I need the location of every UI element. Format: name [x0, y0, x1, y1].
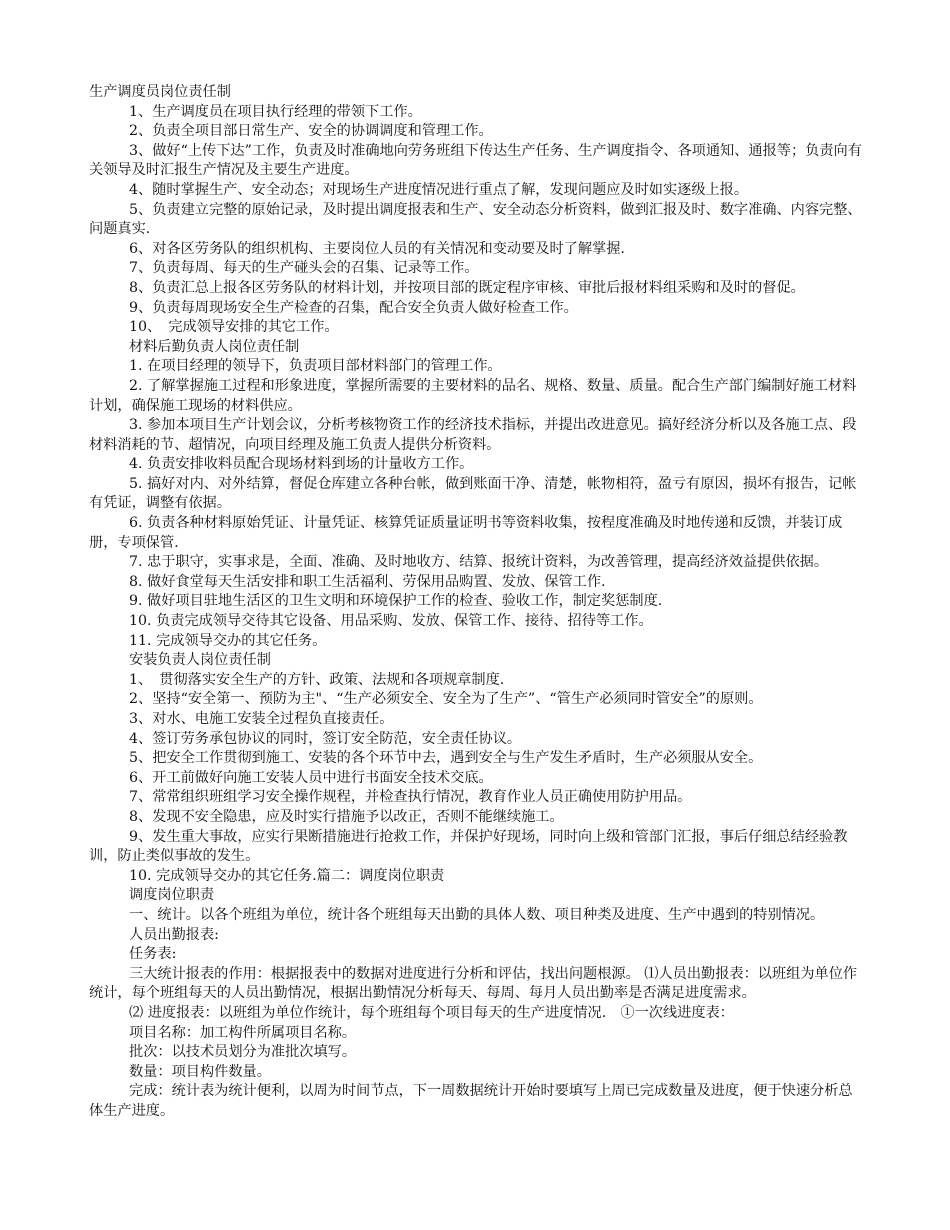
document-paragraph: 1. 在项目经理的领导下，负责项目部材料部门的管理工作。: [129, 358, 502, 375]
document-paragraph: 8、负责汇总上报各区劳务队的材料计划，并按项目部的既定程序审核、审批后报材料组采购和及时的督促。: [129, 279, 805, 296]
document-paragraph: 3. 参加本项目生产计划会议，分析考核物资工作的经济技术指标，并提出改进意见。搞好经济分析以及各施工点、段材料消耗的节、超情况，向项目经理及施工负责人提供分析资料。: [89, 417, 857, 453]
document-paragraph: 1、 贯彻落实安全生产的方针、政策、法规和各项规章制度.: [129, 671, 505, 688]
document-paragraph: 5. 搞好对内、对外结算，督促仓库建立各种台帐，做到账面干净、清楚，帐物相符，盈亏有原因，损坏有报告，记帐有凭证，调整有依据。: [89, 475, 857, 512]
document-paragraph: 4. 负责安排收料员配合现场材料到场的计量收方工作。: [129, 456, 474, 473]
document-title: 生产调度员岗位责任制: [89, 84, 231, 100]
document-paragraph: 2、负责全项目部日常生产、安全的协调调度和管理工作。: [129, 123, 493, 140]
document-paragraph: 4、签订劳务承包协议的同时，签订安全防范，安全责任协议。: [129, 730, 522, 747]
document-paragraph: 6、对各区劳务队的组织机构、主要岗位人员的有关情况和变动要及时了解掌握.: [129, 240, 625, 257]
document-paragraph: 人员出勤报表:: [129, 926, 219, 943]
document-paragraph: 2. 了解掌握施工过程和形象进度，掌握所需要的主要材料的品名、规格、数量、质量。配合生产部门编制好施工材料计划，确保施工现场的材料供应。: [89, 377, 857, 414]
document-paragraph: 项目名称：加工构件所属项目名称。: [129, 1024, 357, 1041]
document-paragraph: 6、开工前做好向施工安装人员中进行书面安全技术交底。: [129, 769, 493, 786]
document-paragraph: 任务表:: [129, 946, 177, 963]
document-paragraph: 批次：以技术员划分为准批次填写。: [129, 1044, 357, 1061]
document-paragraph: 数量：项目构件数量。: [129, 1063, 271, 1080]
document-paragraph: 5、把安全工作贯彻到施工、安装的各个环节中去，遇到安全与生产发生矛盾时，生产必须服从安全。: [129, 750, 763, 767]
document-paragraph: 9、负责每周现场安全生产检查的召集，配合安全负责人做好检查工作。: [129, 299, 578, 316]
document-paragraph: 9、发生重大事故，应实行果断措施进行抢救工作，并保护好现场，同时向上级和管部门汇报，事后仔细总结经验教训，防止类似事故的发生。: [89, 828, 848, 865]
document-paragraph: 3、对水、电施工安装全过程负直接责任。: [129, 711, 394, 727]
document-paragraph: ⑵ 进度报表：以班组为单位作统计，每个班组每个项目每天的生产进度情况． ①一次线进度表：: [129, 1004, 734, 1021]
document-paragraph: 6. 负责各种材料原始凭证、计量凭证、核算凭证质量证明书等资料收集，按程度准确及时地传递和反馈，并装订成册，专项保管.: [89, 515, 843, 551]
document-paragraph: 8. 做好食堂每天生活安排和职工生活福利、劳保用品购置、发放、保管工作.: [129, 573, 606, 590]
document-paragraph: 10. 负责完成领导交待其它设备、用品采购、发放、保管工作、接待、招待等工作。: [129, 613, 653, 630]
document-paragraph: 1、生产调度员在项目执行经理的带领下工作。: [129, 103, 422, 120]
document-paragraph: 2、坚持“安全第一、预防为主"、“生产必须安全、安全为了生产”、“管生产必须同时管安全”的原则。: [129, 691, 763, 708]
document-paragraph: 完成：统计表为统计便利，以周为时间节点，下一周数据统计开始时要填写上周已完成数量及进度，便于快速分析总体生产进度。: [89, 1083, 853, 1119]
document-paragraph: 10、 完成领导安排的其它工作。: [129, 319, 339, 336]
document-paragraph: 安装负责人岗位责任制: [129, 652, 271, 669]
document-paragraph: 5、负责建立完整的原始记录，及时提出调度报表和生产、安全动态分析资料，做到汇报及时、数字准确、内容完整、问题真实.: [89, 201, 862, 238]
document-paragraph: 10. 完成领导交办的其它任务.篇二：调度岗位职责: [129, 867, 445, 884]
document-paragraph: 7、负责每周、每天的生产碰头会的召集、记录等工作。: [129, 260, 479, 277]
document-paragraph: 7、常常组织班组学习安全操作规程，并检查执行情况，教育作业人员正确使用防护用品。: [129, 789, 692, 806]
document-paragraph: 4、随时掌握生产、安全动态；对现场生产进度情况进行重点了解，发现问题应及时如实逐级上报。: [129, 181, 749, 198]
document-paragraph: 7. 忠于职守，实事求是，全面、准确、及时地收方、结算、报统计资料，为改善管理，提高经济效益提供依据。: [129, 554, 829, 571]
document-paragraph: 三大统计报表的作用：根据报表中的数据对进度进行分析和评估，找出问题根源。 ⑴人员出勤报表：以班组为单位作统计，每个班组每天的人员出勤情况，根据出勤情况分析每天、每周、每月人员出勤率是否满足进度需求。: [89, 965, 858, 1002]
document-paragraph: 调度岗位职责: [129, 887, 215, 904]
document-paragraph: 9. 做好项目驻地生活区的卫生文明和环境保护工作的检查、验收工作，制定奖惩制度.: [129, 593, 663, 610]
document-paragraph: 11. 完成领导交办的其它任务。: [129, 632, 327, 649]
document-paragraph: 材料后勤负责人岗位责任制: [129, 338, 300, 355]
document-paragraph: 8、发现不安全隐患，应及时实行措施予以改正，否则不能继续施工。: [129, 808, 564, 825]
document-body: [89, 83, 865, 1121]
document-paragraph: 一、统计。以各个班组为单位，统计各个班组每天出勤的具体人数、项目种类及进度、生产中遇到的特别情况。: [129, 906, 825, 923]
document-paragraph: 3、做好“上传下达”工作，负责及时准确地向劳务班组下传达生产任务、生产调度指令、各项通知、通报等；负责向有关领导及时汇报生产情况及主要生产进度。: [89, 142, 862, 179]
